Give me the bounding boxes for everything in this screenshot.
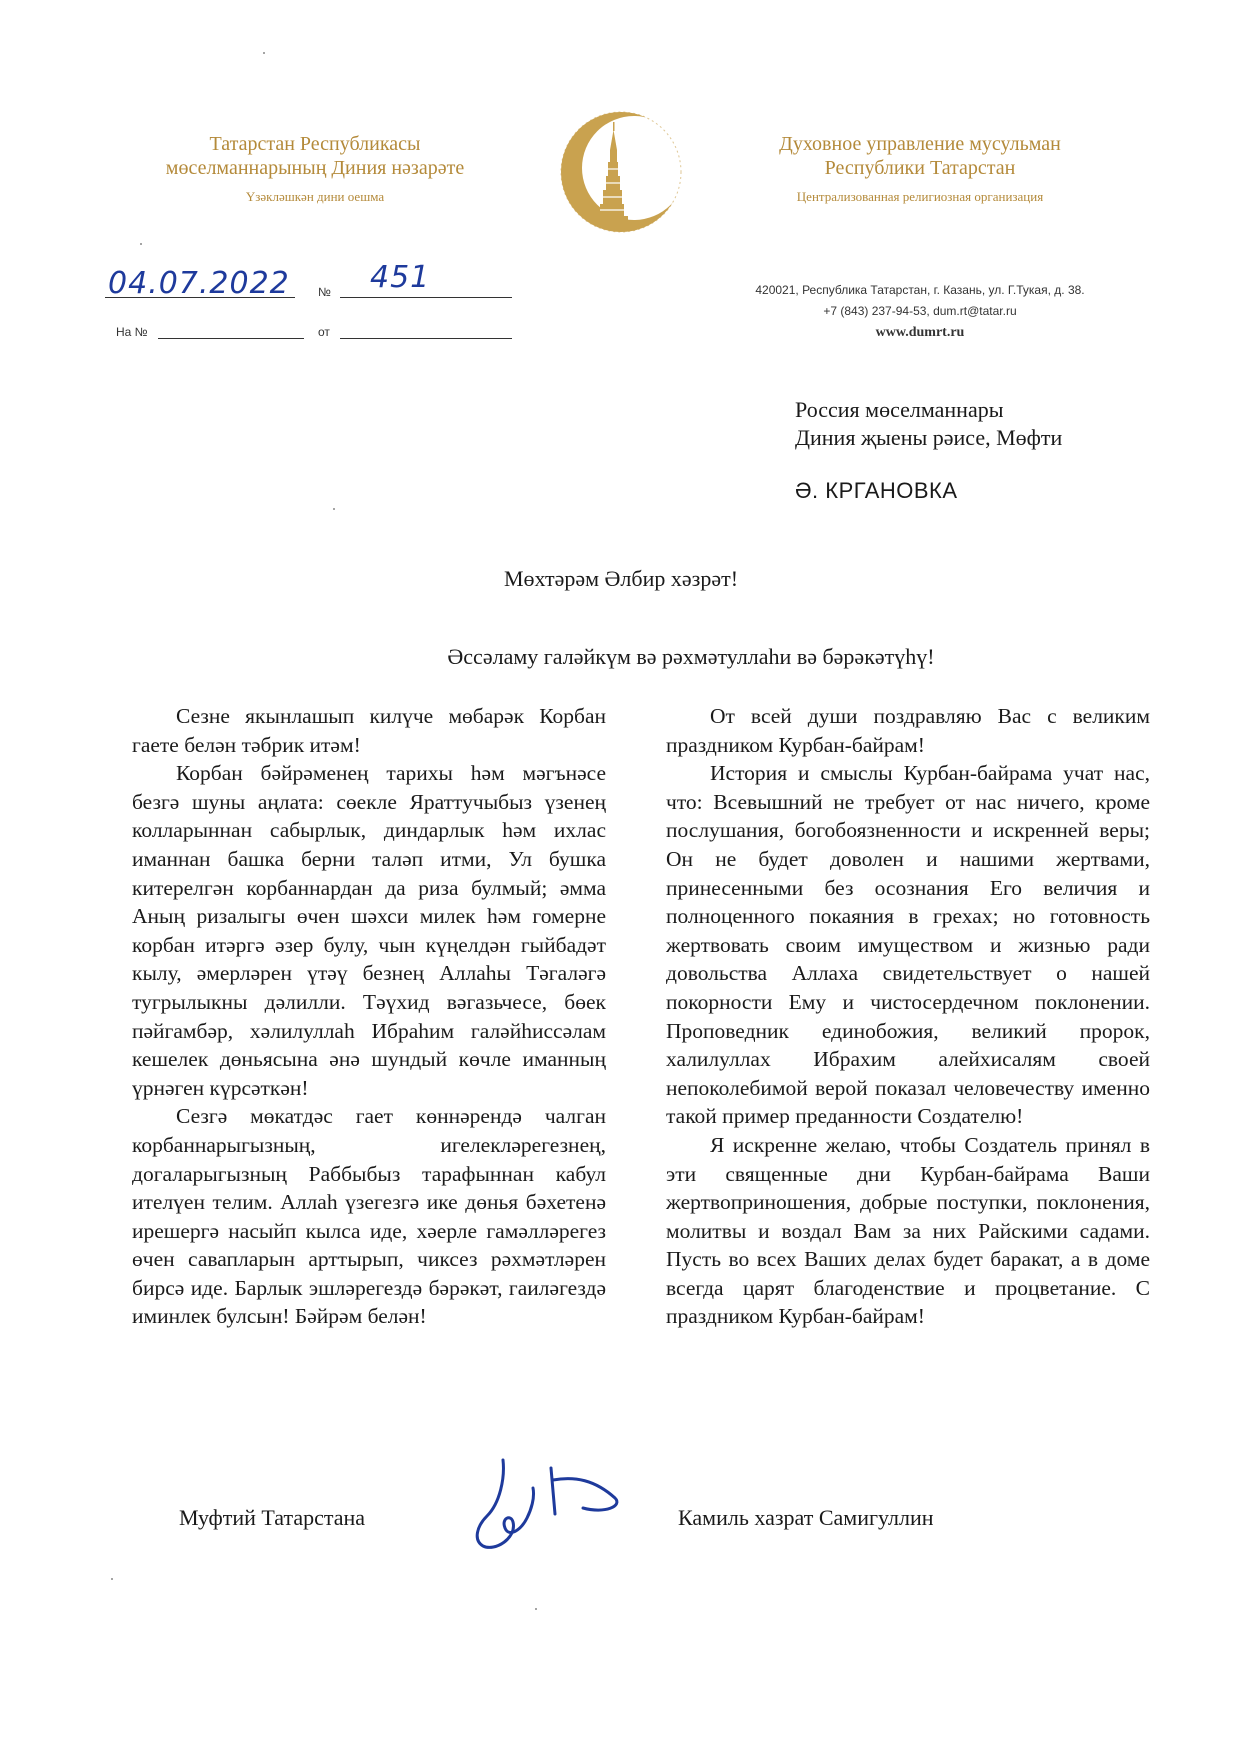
recipient-line2: Диния җыены рәисе, Мөфти <box>795 425 1063 450</box>
number-label: № <box>318 285 331 299</box>
salutation: Мөхтәрәм Әлбир хәзрәт! <box>503 566 739 591</box>
body-russian-paragraph: История и смыслы Курбан-байрама учат нас, что: Всевышний не требует от нас ничего, кроме послушания, богобоязненности и искренней веры; Он не будет доволен и нашими жертвами, принесенными без осознания Его величия и полноценного покаяния в грехах; но готовность жертвовать своим имуществом и жизнью ради довольства Аллаха свидетельствует о нашей покорности Ему и чистосердечном поклонении. Проповедник единобожия, великий пророк, халилуллах Ибрахим алейхисалям своей непоколебимой верой показал человечеству именно такой пример преданности Создателю! <box>666 761 1150 1129</box>
date-underline <box>105 297 295 298</box>
scan-speck <box>333 508 335 510</box>
body-tatar <box>132 702 606 1331</box>
letterhead-tatar-line1: Татарстан Республикасы <box>209 133 421 155</box>
recipient-block <box>795 396 1062 452</box>
address-website: www.dumrt.ru <box>875 325 965 340</box>
handwritten-signature-icon <box>465 1458 635 1558</box>
registration-date: 04.07.2022 <box>108 266 290 301</box>
letterhead-tatar-line3: Үзәкләшкән дини оешма <box>245 189 385 204</box>
registration-number: 451 <box>370 260 431 295</box>
scan-speck <box>263 52 265 54</box>
body-russian-paragraph: От всей души поздравляю Вас с великим праздником Курбан-байрам! <box>666 704 1150 757</box>
address-contacts: +7 (843) 237-94-53, dum.rt@tatar.ru <box>823 304 1017 318</box>
ref-underline <box>158 338 304 339</box>
body-tatar-paragraph: Корбан бәйрәменең тарихы һәм мәгънәсе безгә шуны аңлата: сөекле Яраттучыбыз үзенең колларыннан сабырлык, диндарлык һәм ихлас иманнан башка берни таләп итми, Ул бушка китерелгән корбаннардан да риза булмый; әмма Аның ризалыгы өчен шәхси милек һәм гомерне корбан итәргә әзер булу, чын күңелдән гыйбадәт кылу, әмерләрен үтәү безнең Аллаһы Тәгаләгә тугрылыкны дәлилли. Тәүхид вәгазьчесе, бөек пәйгамбәр, хәлилуллаһ Ибраһим галәйһиссәлам кешелек дөньясына әнә шундый көчле иманның үрнәген күрсәткән! <box>132 761 606 1100</box>
from-underline <box>340 338 512 339</box>
scan-speck <box>111 1578 113 1580</box>
scan-speck <box>535 1608 537 1610</box>
body-tatar-paragraph: Сезгә мөкатдәс гает көннәрендә чалган корбаннарыгызның, игелекләрегезнең, догаларыгызның Раббыбыз тарафыннан кабул ителүен телим. Аллаһ үзегезгә ике дөнья бәхетенә ирешергә насыйп кылса иде, хәерле гамәлләрегез өчен савапларын арттырып, чиксез рәхмәтләрен бирсә иде. Барлык эшләрегездә бәрәкәт, гаиләгездә иминлек булсын! Бәйрәм белән! <box>132 1104 606 1329</box>
body-russian-paragraph: Я искренне желаю, чтобы Создатель принял в эти священные дни Курбан-байрама Ваши жертвоприношения, добрые поступки, поклонения, молитвы и воздал Вам за них Райскими садами. Пусть во всех Ваших делах будет баракат, а в доме всегда царят благоденствие и процветание. С праздником Курбан-байрам! <box>666 1132 1150 1329</box>
recipient-name: Ә. КРГАНОВКА <box>795 478 958 503</box>
number-underline <box>340 297 512 298</box>
body-tatar-paragraph: Сезне якынлашып килүче мөбарәк Корбан гаете белән тәбрик итәм! <box>132 704 606 757</box>
letterhead-russian-line3: Централизованная религиозная организация <box>796 189 1044 204</box>
recipient-line1: Россия мөселманнары <box>795 397 1004 422</box>
crescent-minaret-emblem-icon <box>560 108 682 236</box>
scan-speck <box>140 243 142 245</box>
ref-label: На № <box>116 325 148 339</box>
greeting: Әссәламу галәйкүм вә рәхмәтуллаһи вә бәрәкәтүһү! <box>447 644 935 669</box>
body-russian <box>666 702 1150 1331</box>
letterhead-russian <box>735 132 1105 208</box>
address-line1: 420021, Республика Татарстан, г. Казань, ул. Г.Тукая, д. 38. <box>755 283 1085 297</box>
letterhead-tatar <box>130 132 500 208</box>
address-block <box>735 280 1105 343</box>
signatory-name: Камиль хазрат Самигуллин <box>678 1505 934 1530</box>
letterhead-russian-line2: Республики Татарстан <box>824 157 1016 179</box>
letterhead-russian-line1: Духовное управление мусульман <box>779 133 1061 155</box>
letterhead-tatar-line2: мөселманнарының Диния нәзарәте <box>165 157 465 179</box>
from-label: от <box>318 325 330 339</box>
signatory-title: Муфтий Татарстана <box>179 1505 366 1530</box>
